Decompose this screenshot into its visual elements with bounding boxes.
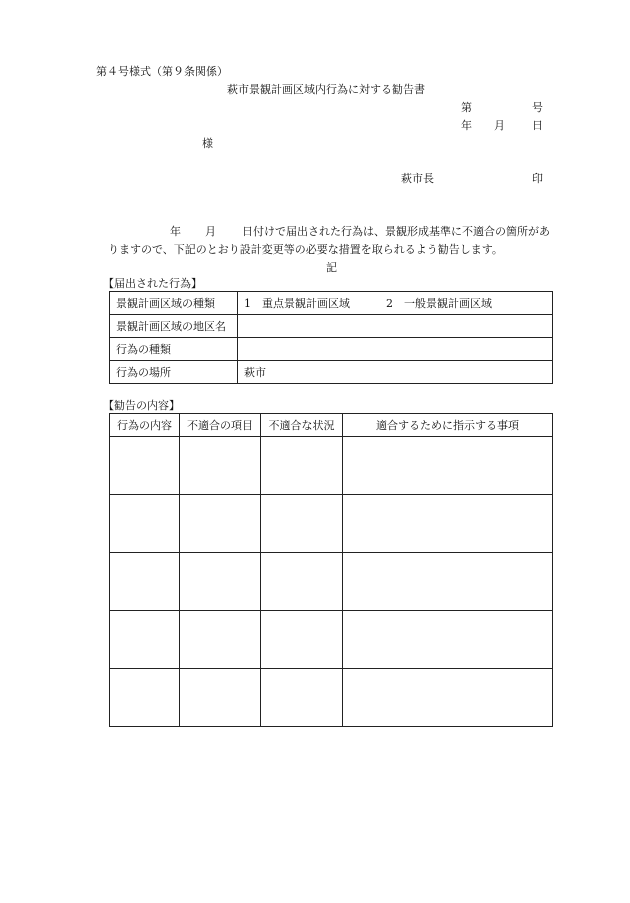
table-cell[interactable] (343, 437, 553, 495)
row-label-area-type: 景観計画区域の種類 (110, 292, 238, 315)
area-type-options (238, 292, 553, 315)
table-header-row (110, 414, 553, 437)
body-text-1: 日付けで届出された行為は、景観形成基準に不適合の箇所があ (242, 225, 550, 238)
section2-heading: 【勧告の内容】 (103, 399, 180, 412)
addressee-suffix: 様 (202, 137, 213, 150)
table-cell[interactable] (343, 495, 553, 553)
option-general-area: 2 一般景観計画区域 (386, 297, 492, 310)
table-row (110, 495, 553, 553)
row-label-district-name: 景観計画区域の地区名 (110, 315, 238, 338)
table-cell[interactable] (110, 495, 180, 553)
table-cell[interactable] (261, 437, 343, 495)
table-cell[interactable] (180, 437, 261, 495)
col-header-nonconforming-status: 不適合な状況 (261, 414, 343, 437)
body-month: 月 (205, 225, 216, 238)
doc-number-prefix: 第 (461, 101, 472, 114)
table-row (110, 361, 553, 384)
seal-mark: 印 (532, 172, 543, 185)
table-cell[interactable] (261, 495, 343, 553)
table-cell[interactable] (110, 553, 180, 611)
form-label: 第４号様式（第９条関係） (96, 65, 228, 78)
col-header-nonconforming-item: 不適合の項目 (180, 414, 261, 437)
table-cell[interactable] (180, 611, 261, 669)
date-day: 日 (532, 119, 543, 132)
date-month: 月 (494, 119, 505, 132)
table-cell[interactable] (261, 553, 343, 611)
table-cell[interactable] (110, 611, 180, 669)
table-cell[interactable] (110, 437, 180, 495)
col-header-instructions: 適合するために指示する事項 (343, 414, 553, 437)
row-label-action-type: 行為の種類 (110, 338, 238, 361)
table-cell[interactable] (180, 495, 261, 553)
table-cell[interactable] (180, 669, 261, 727)
action-location-value[interactable]: 萩市 (238, 361, 553, 384)
table-cell[interactable] (261, 611, 343, 669)
body-line-2: りますので、下記のとおり設計変更等の必要な措置を取られるよう勧告します。 (108, 243, 503, 256)
table-row (110, 292, 553, 315)
table-cell[interactable] (343, 669, 553, 727)
table-cell[interactable] (343, 553, 553, 611)
district-name-value[interactable] (238, 315, 553, 338)
table-cell[interactable] (180, 553, 261, 611)
table-row (110, 437, 553, 495)
table-row (110, 669, 553, 727)
option-priority-area: 1 重点景観計画区域 (244, 297, 350, 310)
table-cell[interactable] (343, 611, 553, 669)
table-row (110, 611, 553, 669)
ki-mark: 記 (326, 261, 337, 274)
table-row (110, 553, 553, 611)
table-row (110, 338, 553, 361)
body-line-1 (170, 226, 550, 237)
notified-action-table (109, 291, 553, 384)
table-row (110, 315, 553, 338)
table-cell[interactable] (261, 669, 343, 727)
date-year: 年 (461, 119, 472, 132)
body-year: 年 (170, 225, 181, 238)
action-type-value[interactable] (238, 338, 553, 361)
col-header-action-content: 行為の内容 (110, 414, 180, 437)
doc-number-suffix: 号 (532, 101, 543, 114)
issuer-name: 萩市長 (401, 172, 434, 185)
document-title: 萩市景観計画区域内行為に対する勧告書 (227, 83, 425, 96)
row-label-action-location: 行為の場所 (110, 361, 238, 384)
table-cell[interactable] (110, 669, 180, 727)
section1-heading: 【届出された行為】 (103, 277, 202, 290)
recommendation-table (109, 413, 553, 727)
